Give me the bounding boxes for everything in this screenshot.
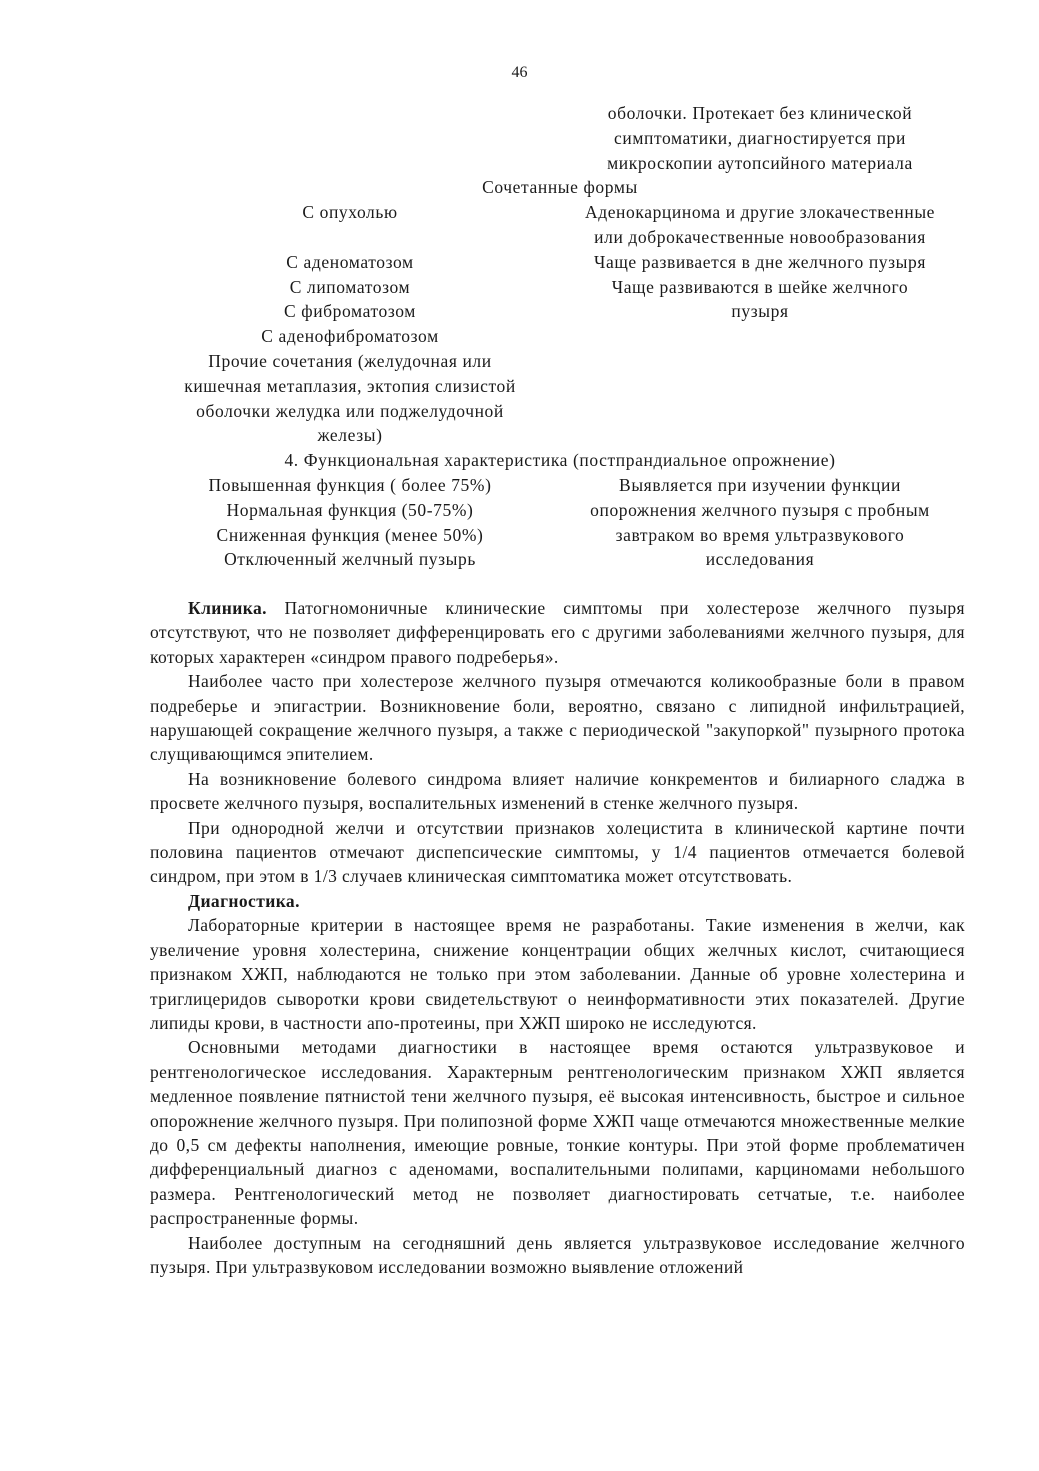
table-cell-left: оболочки желудка или поджелудочной — [196, 400, 504, 421]
table-cell-right: оболочки. Протекает без клинической — [607, 103, 913, 123]
table-cell-left: Сниженная функция (менее 50%) — [216, 524, 484, 545]
table-cell-right: опорожнения желчного пузыря с пробным — [590, 499, 930, 520]
table-cell-left: Нормальная функция (50-75%) — [226, 499, 474, 520]
table-cell-right: или доброкачественные новообразования — [594, 226, 926, 247]
table-cell-right: Чаще развиваются в шейке желчного — [611, 276, 909, 297]
table-cell-left: С аденофиброматозом — [261, 326, 439, 347]
table-cell-left: Повышенная функция ( более 75%) — [208, 474, 492, 495]
table-cell-right: Чаще развивается в дне желчного пузыря — [593, 251, 926, 272]
paragraph: Основными методами диагностики в настоящее время остаются ультразвуковое и рентгенологическое исследования. Характерным рентгенологическим признаком ХЖП является медленное появление пятнистой тени желчного пузыря, её высокая интенсивность, быстрое и сильное опорожнение желчного пузыря. При полипозной форме ХЖП чаще отмечаются множественные мелкие до 0,5 см дефекты наполнения, имеющие ровные, тонкие контуры. При этой форме проблематичен дифференциальный диагноз с аденомами, воспалительными полипами, карциномами небольшого размера. Рентгенологический метод не позволяет диагностировать сетчатые, т.е. наиболее распространенные формы. — [150, 1037, 965, 1229]
table-row — [150, 200, 970, 225]
table-row — [150, 126, 970, 151]
paragraph: Наиболее доступным на сегодняшний день является ультразвуковое исследование желчного пузыря. При ультразвуковом исследовании возможно выявление отложений — [150, 1232, 965, 1277]
paragraph: На возникновение болевого синдрома влияет наличие конкрементов и билиарного сладжа в просвете желчного пузыря, воспалительных изменений в стенке желчного пузыря. — [150, 768, 965, 814]
table-cell-right: симптоматики, диагностируется при — [614, 127, 906, 148]
table-cell-right: пузыря — [731, 301, 789, 322]
table-row — [150, 349, 970, 374]
table-row — [150, 473, 970, 498]
classification-table — [150, 101, 970, 572]
table-row — [150, 175, 970, 200]
table-cell-right: Аденокарцинома и другие злокачественные — [584, 202, 936, 223]
table-row — [150, 547, 970, 572]
table-row — [150, 523, 970, 548]
paragraph-text: Патогномоничные клинические симптомы при холестерозе желчного пузыря отсутствуют, что не позволяет дифференцировать его с другими заболеваниями желчного пузыря, для которых характерен «синдром правого подреберья». — [150, 598, 965, 667]
table-cell-right: Выявляется при изучении функции — [619, 474, 901, 495]
page-number: 46 — [511, 64, 528, 81]
table-row — [150, 324, 970, 349]
paragraph-clinic — [150, 596, 965, 669]
table-cell-right: микроскопии аутопсийного материала — [607, 152, 913, 173]
table-row — [150, 399, 970, 424]
table-cell-left: С фиброматозом — [284, 301, 416, 322]
clinic-label: Клиника. — [188, 598, 267, 618]
table-row — [150, 275, 970, 300]
diagnostics-heading: Диагностика. — [188, 890, 300, 911]
table-cell-right: завтраком во время ультразвукового — [615, 524, 905, 545]
table-row — [150, 448, 970, 473]
table-cell-left: С аденоматозом — [286, 251, 414, 272]
paragraph: Лабораторные критерии в настоящее время не разработаны. Такие изменения в желчи, как увеличение уровня холестерина, снижение концентрации общих желчных кислот, считающиеся признаком ХЖП, наблюдаются не только при этом заболевании. Данные об уровне холестерина и триглицеридов сыворотки крови свидетельствуют о неинформативности этих показателей. Другие липиды крови, в частности апо-протеины, при ХЖП широко не исследуются. — [150, 915, 965, 1033]
paragraph: При однородной желчи и отсутствии признаков холецистита в клинической картине почти половина пациентов отмечают диспепсические симптомы, у 1/4 пациентов отмечается болевой синдром, при этом в 1/3 случаев клиническая симптоматика может отсутствовать. — [150, 817, 965, 887]
table-row — [150, 151, 970, 176]
table-cell-left: С липоматозом — [289, 276, 411, 297]
table-row — [150, 101, 970, 126]
table-cell-left: С опухолью — [302, 202, 398, 223]
table-cell-left: железы) — [317, 425, 383, 446]
table-cell-left: кишечная метаплазия, эктопия слизистой — [184, 375, 516, 396]
table-cell-right: исследования — [705, 549, 815, 570]
section-header-functional: 4. Функциональная характеристика (постпрандиальное опрожнение) — [284, 450, 836, 471]
table-row — [150, 423, 970, 448]
table-cell-left: Отключенный желчный пузырь — [224, 549, 476, 570]
table-row — [150, 225, 970, 250]
table-row — [150, 299, 970, 324]
table-row — [150, 374, 970, 399]
table-cell-left: Прочие сочетания (желудочная или — [208, 350, 492, 371]
table-row — [150, 498, 970, 523]
body-text — [150, 596, 965, 1279]
section-header-combined-forms: Сочетанные формы — [482, 177, 638, 198]
paragraph: Наиболее часто при холестерозе желчного пузыря отмечаются коликообразные боли в правом подреберье и эпигастрии. Возникновение боли, вероятно, связано с липидной инфильтрацией, нарушающей сокращение желчного пузыря, а также с периодической "закупоркой" пузырного протока слущивающимся эпителием. — [150, 671, 965, 765]
table-row — [150, 250, 970, 275]
